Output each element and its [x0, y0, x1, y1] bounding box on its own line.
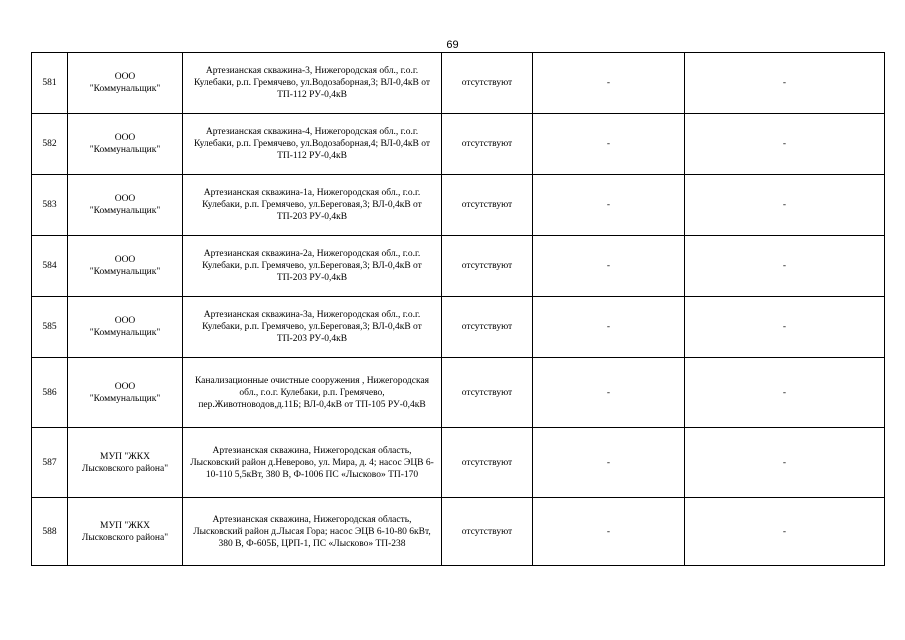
organization-line-2: "Коммунальщик": [89, 145, 161, 155]
table-row: [32, 498, 885, 566]
dash-cell: -: [533, 114, 685, 175]
row-number: 586: [32, 358, 68, 428]
dash-cell: -: [533, 297, 685, 358]
table-row: [32, 53, 885, 114]
dash-cell: -: [685, 236, 885, 297]
status-cell: отсутствуют: [442, 498, 533, 566]
object-description: Артезианская скважина-3а, Нижегородская обл., г.о.г. Кулебаки, р.п. Гремячево, ул.Береговая,3; ВЛ-0,4кВ от ТП-203 РУ-0,4кВ: [183, 297, 442, 358]
table-row: [32, 297, 885, 358]
page-number: 69: [446, 39, 459, 51]
organization-line-2: "Коммунальщик": [89, 267, 161, 277]
dash-cell: -: [685, 428, 885, 498]
status-cell: отсутствуют: [442, 175, 533, 236]
row-number: 582: [32, 114, 68, 175]
table-row: [32, 114, 885, 175]
table-row: [32, 428, 885, 498]
dash-cell: -: [533, 175, 685, 236]
status-cell: отсутствуют: [442, 236, 533, 297]
dash-cell: -: [685, 297, 885, 358]
organization: [68, 114, 183, 175]
object-description: Канализационные очистные сооружения , Нижегородская обл., г.о.г. Кулебаки, р.п. Гремячево, пер.Животноводов,д.11Б; ВЛ-0,4кВ от ТП-105 РУ-0,4кВ: [183, 358, 442, 428]
organization: [68, 175, 183, 236]
registry-table: [31, 52, 885, 566]
status-cell: отсутствуют: [442, 53, 533, 114]
object-description: Артезианская скважина, Нижегородская область, Лысковский район д.Лысая Гора; насос ЭЦВ 6-10-80 6кВт, 380 В, Ф-605Б, ЦРП-1, ПС «Лысково» ТП-238: [183, 498, 442, 566]
dash-cell: -: [685, 498, 885, 566]
organization-line-1: МУП "ЖКХ: [100, 520, 150, 531]
organization: [68, 428, 183, 498]
object-description: Артезианская скважина-4, Нижегородская обл., г.о.г. Кулебаки, р.п. Гремячево, ул.Водозаборная,4; ВЛ-0,4кВ от ТП-112 РУ-0,4кВ: [183, 114, 442, 175]
status-cell: отсутствуют: [442, 114, 533, 175]
dash-cell: -: [533, 358, 685, 428]
organization-line-1: ООО: [114, 381, 136, 392]
organization-line-2: Лысковского района": [81, 463, 169, 474]
organization-line-2: Лысковского района": [81, 532, 169, 543]
organization-line-2: "Коммунальщик": [89, 206, 161, 216]
row-number: 588: [32, 498, 68, 566]
table-row: [32, 236, 885, 297]
table-row: [32, 358, 885, 428]
status-cell: отсутствуют: [442, 358, 533, 428]
organization-line-1: МУП "ЖКХ: [100, 451, 150, 462]
organization-line-1: ООО: [114, 316, 136, 326]
object-description: Артезианская скважина, Нижегородская область, Лысковский район д.Неверово, ул. Мира, д. 4; насос ЭЦВ 6-10-110 5,5кВт, 380 В, Ф-1006 ПС «Лысково» ТП-170: [183, 428, 442, 498]
row-number: 585: [32, 297, 68, 358]
organization: [68, 53, 183, 114]
row-number: 584: [32, 236, 68, 297]
status-cell: отсутствуют: [442, 428, 533, 498]
row-number: 587: [32, 428, 68, 498]
object-description: Артезианская скважина-2а, Нижегородская обл., г.о.г. Кулебаки, р.п. Гремячево, ул.Береговая,3; ВЛ-0,4кВ от ТП-203 РУ-0,4кВ: [183, 236, 442, 297]
organization-line-2: "Коммунальщик": [89, 84, 161, 94]
organization-line-2: "Коммунальщик": [89, 328, 161, 338]
dash-cell: -: [685, 358, 885, 428]
organization-line-2: "Коммунальщик": [89, 393, 161, 404]
row-number: 583: [32, 175, 68, 236]
dash-cell: -: [685, 175, 885, 236]
dash-cell: -: [685, 53, 885, 114]
organization-line-1: ООО: [114, 133, 136, 143]
status-cell: отсутствуют: [442, 297, 533, 358]
organization-line-1: ООО: [114, 194, 136, 204]
organization: [68, 236, 183, 297]
row-number: 581: [32, 53, 68, 114]
dash-cell: -: [685, 114, 885, 175]
table-row: [32, 175, 885, 236]
organization: [68, 498, 183, 566]
dash-cell: -: [533, 236, 685, 297]
object-description: Артезианская скважина-1а, Нижегородская обл., г.о.г. Кулебаки, р.п. Гремячево, ул.Береговая,3; ВЛ-0,4кВ от ТП-203 РУ-0,4кВ: [183, 175, 442, 236]
organization: [68, 358, 183, 428]
organization-line-1: ООО: [114, 72, 136, 82]
dash-cell: -: [533, 53, 685, 114]
dash-cell: -: [533, 428, 685, 498]
organization-line-1: ООО: [114, 255, 136, 265]
dash-cell: -: [533, 498, 685, 566]
organization: [68, 297, 183, 358]
object-description: Артезианская скважина-3, Нижегородская обл., г.о.г. Кулебаки, р.п. Гремячево, ул.Водозаборная,3; ВЛ-0,4кВ от ТП-112 РУ-0,4кВ: [183, 53, 442, 114]
